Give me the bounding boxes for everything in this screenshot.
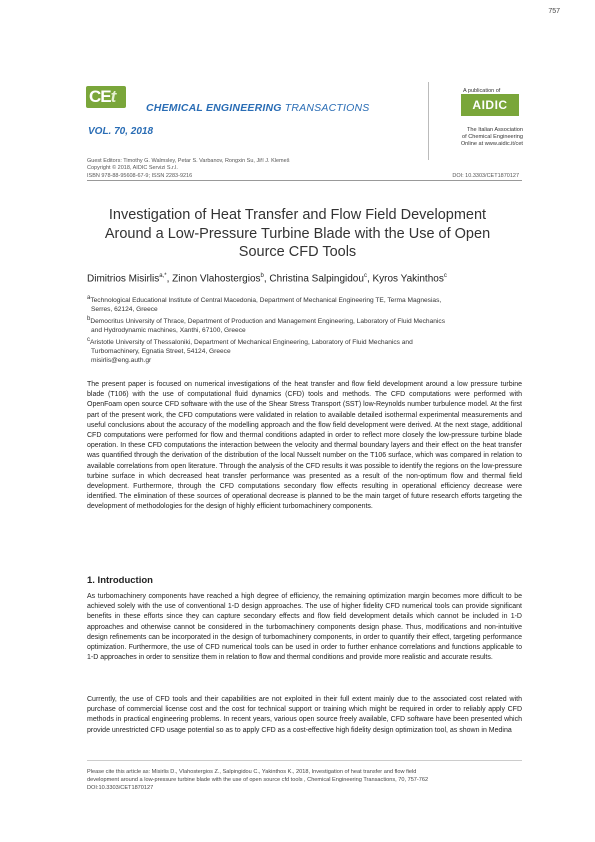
affiliation-line: Aristotle University of Thessaloniki, Department of Mechanical Engineering, Laboratory of Fluid Mechanics and [90,339,413,347]
footer-rule [87,760,522,761]
affiliation [87,315,527,336]
author-sup: b [260,273,264,279]
editors-block [87,158,289,172]
affiliation-line: Democritus University of Thrace, Department of Production and Management Engineering, Laboratory of Fluid Mechanics [90,318,445,326]
journal-title-bold: CHEMICAL ENGINEERING [146,102,285,114]
publication-label: A publication of [463,88,501,94]
author-list: Dimitrios Misirlis$^{a,*}$, Zinon Vlahostergios$^b$, Christina Salpingidou$^c$, Kyros Yakinthos$^c$ [87,273,447,285]
journal-logo [86,86,126,108]
page-number: 757 [548,8,560,15]
author-name: Zinon Vlahostergios [172,273,261,285]
section-heading: 1. Introduction [87,575,153,586]
affiliation-mark: c [87,337,90,343]
email[interactable]: misirlis@eng.auth.gr [91,357,152,364]
volume-label: VOL. 70, 2018 [88,126,154,137]
affiliation-line: Technological Educational Institute of Central Macedonia, Department of Mechanical Engineering TE, Terma Magnesias, [90,297,442,305]
isbn: ISBN 978-88-95608-67-9; ISSN 2283-9216 [87,173,193,179]
body-paragraph: As turbomachinery components have reached a high degree of efficiency, the remaining optimization margin becomes more difficult to be achieved solely with the use of conventional 1-D design approaches. The use of higher fidelity CFD numerical tools can provide significant benefits in these efforts since they can capture secondary effects and flow field development details which cannot be included in 1-D approaches and otherwise cannot be considered in the turbomachinery components design phase. Thus, modifications and non-intuitive design refinements can be incorporated in the design of turbomachinery components, in order to quantify their effect, targeting performance optimization. Furthermore, the use of CFD numerical tools can be used in order to further enhance correlations and functions applicable to 1-D approaches in order to sensitize them in relation to flow and thermal conditions and provide more realistic and accurate results. [87,593,522,662]
publisher-info-line: The Italian Association [467,127,523,133]
citation-line: Please cite this article as: Misirlis D., Vlahostergios Z., Salpingidou C., Yakinthos K., 2018, Investigation of heat transfer and flow field [87,769,417,775]
doi[interactable]: DOI: 10.3303/CET1870127 [452,173,519,179]
affiliation-line: Serres, 62124, Greece [91,306,158,314]
author-name: Christina Salpingidou [269,273,364,285]
guest-editors: Guest Editors: Timothy G. Walmsley, Petar S. Varbanov, Rongxin Su, Jiří J. Klemeš [87,158,290,164]
affiliation [87,336,527,357]
publisher-info-line: of Chemical Engineering [462,134,523,141]
affiliation-line: Turbomachinery, Egnatia Street, 54124, Greece [91,348,231,356]
citation-line: development around a low-pressure turbine blade with the use of open source cfd tools , Chemical Engineering Transactions, 70, 757-762 [87,777,429,783]
citation-footer [87,768,527,792]
header-divider [428,82,429,160]
citation-doi[interactable]: DOI:10.3303/CET1870127 [87,785,154,791]
journal-title [146,102,369,114]
publisher-info-line[interactable]: Online at www.aidic.it/cet [460,141,523,148]
publisher-logo: AIDIC [461,94,519,116]
affiliations [87,294,527,366]
author-sup: a,* [159,273,167,279]
copyright: Copyright © 2018, AIDIC Servizi S.r.l. [87,165,178,171]
article-title: Investigation of Heat Transfer and Flow Field Development Around a Low-Pressure Turbine Blade with the Use of Open Source CFD Tools [104,207,491,260]
logo-t: t [110,87,116,106]
author-sup: c [363,273,367,279]
journal-title-light: TRANSACTIONS [284,102,370,114]
author-name: Kyros Yakinthos [372,273,444,285]
affiliation-mark: a [87,295,91,301]
author-name: Dimitrios Misirlis [87,273,160,285]
affiliation-mark: b [87,316,91,322]
publisher-info [430,127,523,149]
affiliation [87,294,527,315]
logo-text: CE [89,87,111,106]
body-paragraph: Currently, the use of CFD tools and their capabilities are not exploited in their full extent mainly due to the associated cost related with purchase of commercial license cost and the cost for technical support or training which might be required in order to reliably apply CFD methods in practical engineering problems. In recent years, various open source freely available, CFD software have been presented which provide unrestricted CFD usage potential so as to apply CFD as a cost-effective high fidelity design optimization tool, as shown in Medina [87,696,522,734]
abstract: The present paper is focused on numerical investigations of the heat transfer and flow field development around a low pressure turbine blade (T106) with the use of computational fluid dynamics (CFD) tools and methods. The CFD computations were performed with OpenFoam open source CFD software with the use of the Shear Stress Transport (SST) low-Reynolds number turbulence model. At the first part of the present work, the CFD computations were validated in relation to available detailed isothermal experimental measurements and useful conclusions about the accuracy of the modelling approach and the flow field development were derived. At the next stage, additional CFD computations were performed for flow and thermal conditions adapted in order to reflect more closely the low-pressure turbine blade operation. In these CFD computations the interaction between the velocity and thermal boundary layers and their effect on the heat transfer was quantified through the derivation of the distribution of the local Nusselt number on the T106 surface, which was compared in relation to available correlations from open literature. Through the analysis of the CFD results it was possible to identify the regions on the low-pressure turbine surface in which decreased heat transfer performance was presented as a result of the non-optimum flow and thermal field development. Furthermore, through the CFD computations secondary flow effects resulting in operational efficiency decrease were identified. The elimination of these sources of operational decrease is planned to be the main target of future research efforts targeting the development of methodologies for the design of highly efficient turbomachinery components. [87,381,522,511]
header-rule [87,180,522,181]
author-sup: c [443,273,447,279]
affiliation-line: and Hydrodynamic machines, Xanthi, 67100, Greece [91,327,246,335]
